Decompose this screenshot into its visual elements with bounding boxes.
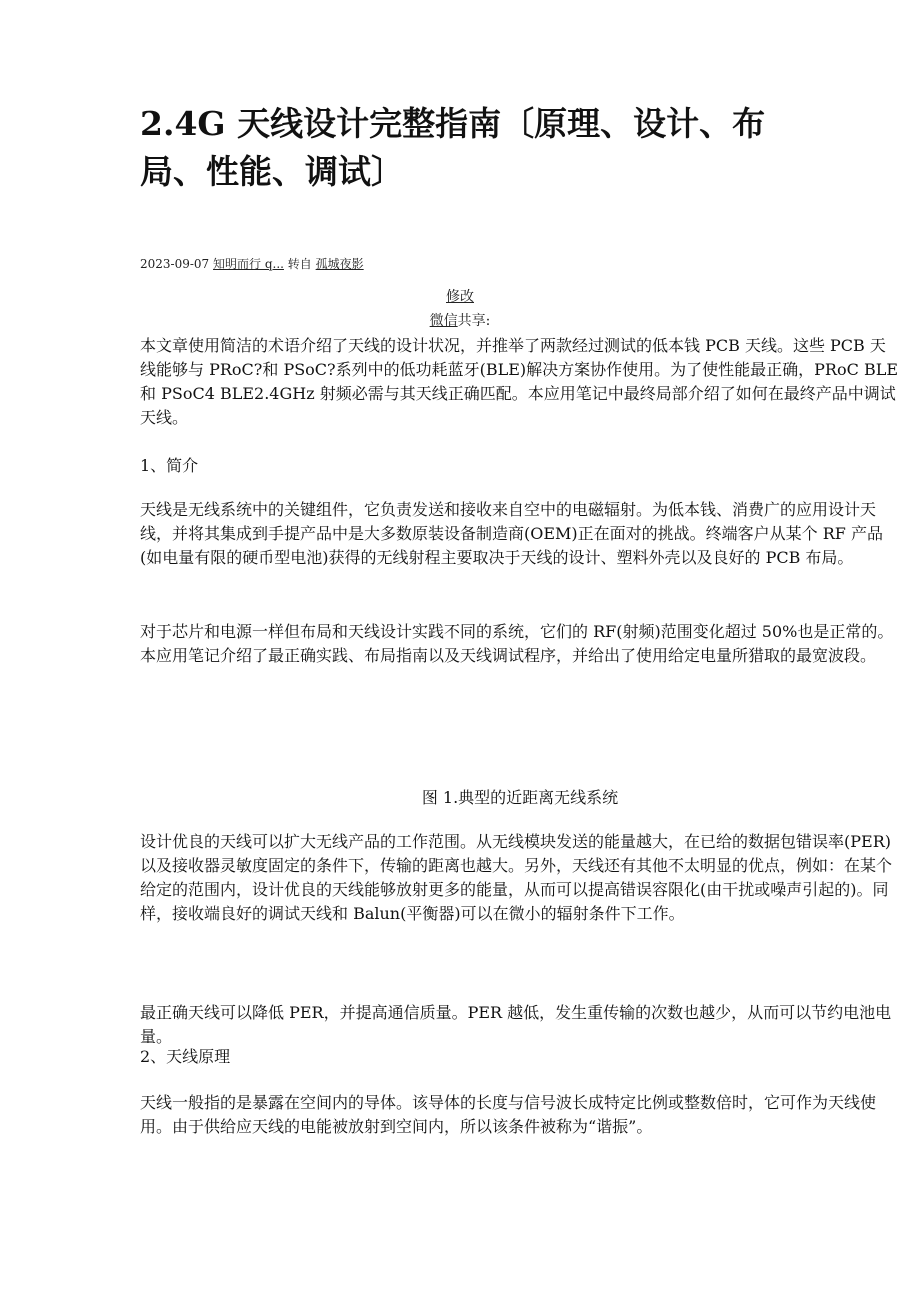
publish-date: 2023-09-07 [140,257,210,271]
source-link[interactable]: 孤城夜影 [315,257,364,271]
paragraph: 对于芯片和电源一样但布局和天线设计实践不同的系统，它们的 RF(射频)范围变化超过 50%也是正常的。本应用笔记介绍了最正确实践、布局指南以及天线调试程序，并给出了使用给定电量所猎取的最宽波段。 [140,622,894,665]
section-heading-intro: 1、简介 [140,456,199,475]
share-suffix: 共享: [457,313,491,329]
author-link[interactable]: 知明而行 q... [213,257,284,271]
paragraph: 设计优良的天线可以扩大无线产品的工作范围。从无线模块发送的能量越大，在已给的数据包错误率(PER)以及接收器灵敏度固定的条件下，传输的距离也越大。另外，天线还有其他不太明显的优点，例如：在某个给定的范围内，设计优良的天线能够放射更多的能量，从而可以提高错误容限化(由干扰或噪声引起的)。同样，接收端良好的调试天线和 Balun(平衡器)可以在微小的辐射条件下工作。 [140,832,893,923]
paragraph: 最正确天线可以降低 PER，并提高通信质量。PER 越低，发生重传输的次数也越少，从而可以节约电池电量。 [140,1003,892,1046]
repost-label: 转自 [287,257,312,271]
paragraph: 天线是无线系统中的关键组件，它负责发送和接收来自空中的电磁辐射。为低本钱、消费广的应用设计天线，并将其集成到手提产品中是大多数原装设备制造商(OEM)正在面对的挑战。终端客户从某个 RF 产品(如电量有限的硬币型电池)获得的无线射程主要取决于天线的设计、塑料外壳以及良好的 PCB 布局。 [140,500,883,567]
wechat-share-link[interactable]: 微信 [429,313,458,329]
article-title: 2.4G 天线设计完整指南〔原理、设计、布局、性能、调试〕 [140,104,766,191]
share-row [140,311,780,331]
article-meta [140,255,364,273]
intro-paragraph: 本文章使用简洁的术语介绍了天线的设计状况，并推举了两款经过测试的低本钱 PCB 天线。这些 PCB 天线能够与 PRoC?和 PSoC?系列中的低功耗蓝牙(BLE)解决方案协作使用。为了使性能最正确，PRoC BLE 和 PSoC4 BLE2.4GHz 射频必需与其天线正确匹配。本应用笔记中最终局部介绍了如何在最终产品中调试天线。 [140,336,899,427]
paragraph: 天线一般指的是暴露在空间内的导体。该导体的长度与信号波长成特定比例或整数倍时，它可作为天线使用。由于供给应天线的电能被放射到空间内，所以该条件被称为“谐振”。 [140,1093,877,1136]
section-heading-principle: 2、天线原理 [140,1047,231,1066]
edit-link[interactable]: 修改 [446,289,474,305]
edit-row [140,287,780,307]
figure-caption: 图 1.典型的近距离无线系统 [421,788,619,807]
